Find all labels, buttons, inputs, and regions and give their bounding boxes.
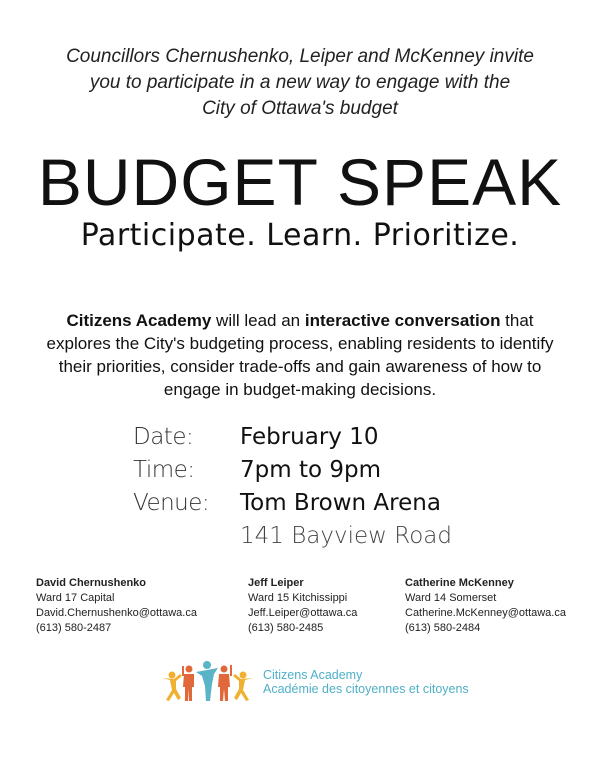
desc-emphasis: interactive conversation bbox=[304, 311, 501, 330]
contact-card bbox=[248, 576, 357, 636]
event-venue bbox=[133, 487, 441, 520]
desc-text: will lead an bbox=[211, 311, 305, 330]
time-value: 7pm to 9pm bbox=[240, 457, 381, 483]
venue-value: Tom Brown Arena bbox=[240, 490, 441, 516]
contact-card bbox=[405, 576, 566, 636]
contact-name: Jeff Leiper bbox=[248, 577, 304, 589]
contact-name: Catherine McKenney bbox=[405, 577, 514, 589]
event-address bbox=[133, 520, 452, 553]
contact-card bbox=[36, 576, 197, 636]
invitation-text bbox=[0, 44, 600, 122]
invite-line: you to participate in a new way to engage with the bbox=[89, 72, 511, 93]
description bbox=[40, 309, 560, 401]
org-name: Citizens Academy bbox=[66, 311, 212, 330]
time-label: Time: bbox=[133, 457, 195, 483]
contact-phone: (613) 580-2484 bbox=[405, 622, 481, 634]
contact-phone: (613) 580-2487 bbox=[36, 622, 112, 634]
contact-ward: Ward 15 Kitchissippi bbox=[248, 592, 348, 604]
desc-text: that explores the City's budgeting process, enabling residents to identify their priorities, consider trade-offs and gain awareness of how to engage in budget-making decisions. bbox=[46, 311, 554, 399]
page-title: BUDGET SPEAK bbox=[37, 145, 563, 219]
citizens-academy-logo bbox=[160, 660, 469, 704]
people-figures-icon bbox=[160, 660, 255, 704]
logo-line-en: Citizens Academy bbox=[263, 668, 363, 682]
tagline: Participate. Learn. Prioritize. bbox=[80, 218, 520, 253]
address-value: 141 Bayview Road bbox=[240, 523, 452, 549]
contact-ward: Ward 14 Somerset bbox=[405, 592, 497, 604]
invite-line: City of Ottawa's budget bbox=[202, 98, 398, 119]
contact-ward: Ward 17 Capital bbox=[36, 592, 115, 604]
date-value: February 10 bbox=[240, 424, 379, 450]
contact-name: David Chernushenko bbox=[36, 577, 147, 589]
venue-label: Venue: bbox=[133, 490, 210, 516]
event-date bbox=[133, 421, 379, 454]
contact-email[interactable]: Catherine.McKenney@ottawa.ca bbox=[405, 607, 566, 619]
event-time bbox=[133, 454, 381, 487]
contact-email[interactable]: Jeff.Leiper@ottawa.ca bbox=[248, 607, 358, 619]
contact-email[interactable]: David.Chernushenko@ottawa.ca bbox=[36, 607, 197, 619]
contact-phone: (613) 580-2485 bbox=[248, 622, 324, 634]
date-label: Date: bbox=[133, 424, 194, 450]
logo-line-fr: Académie des citoyennes et citoyens bbox=[263, 682, 469, 696]
invite-line: Councillors Chernushenko, Leiper and McKenney invite bbox=[66, 46, 534, 67]
